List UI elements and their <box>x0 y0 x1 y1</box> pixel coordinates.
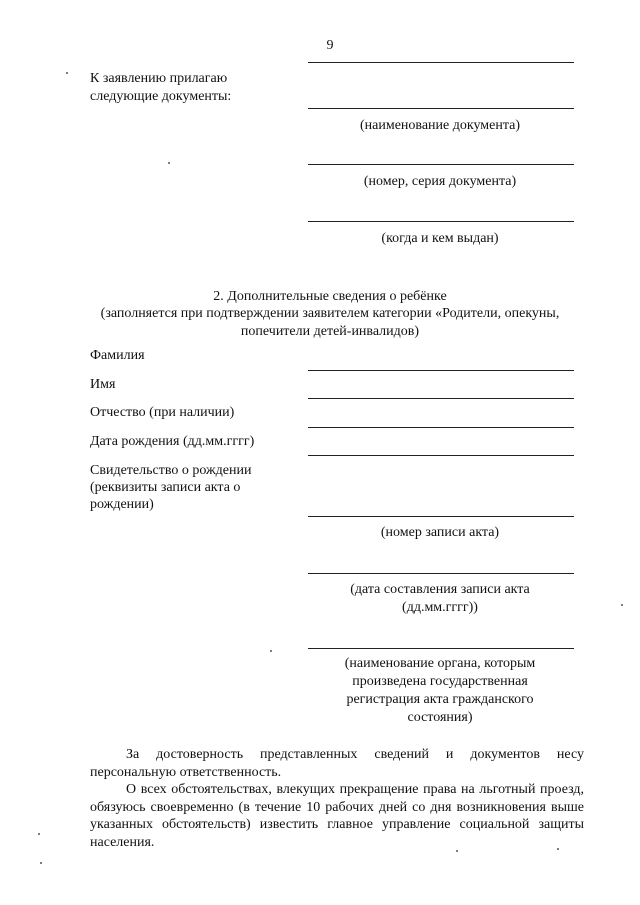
obligation-paragraph: О всех обстоятельствах, влекущих прекращение права на льготный проезд, обязуюсь своевременно (в течение 10 рабочих дней со дня возникновения выше указанных обстоятельств) известить главное управление социальной защиты населения. <box>90 782 584 850</box>
section-title: 2. Дополнительные сведения о ребёнке <box>213 289 447 304</box>
birthdate-line <box>308 455 574 456</box>
document-number-line <box>308 164 574 165</box>
name-line <box>308 398 574 399</box>
record-date-caption: (дата составления записи акта (дд.мм.гггг)) <box>350 582 530 615</box>
authority-line <box>308 648 574 649</box>
name-label: Имя <box>90 377 116 392</box>
issued-by-line <box>308 221 574 222</box>
scan-speck <box>38 833 40 835</box>
patronymic-label: Отчество (при наличии) <box>90 405 235 420</box>
section-subtitle: (заполняется при подтверждении заявителем категории «Родители, опекуны, попечители детей-инвалидов) <box>100 306 560 339</box>
surname-label: Фамилия <box>90 348 145 363</box>
document-number-caption: (номер, серия документа) <box>363 174 517 189</box>
document-name-line <box>308 108 574 109</box>
scan-speck <box>557 848 559 850</box>
record-number-line <box>308 516 574 517</box>
authority-caption: (наименование органа, которым произведена государственная регистрация акта гражданского состояния) <box>344 656 536 725</box>
scan-speck <box>270 650 272 652</box>
attachments-intro: К заявлению прилагаю следующие документы: <box>90 71 232 104</box>
issued-by-caption: (когда и кем выдан) <box>381 231 499 246</box>
patronymic-line <box>308 427 574 428</box>
page-number: 9 <box>326 38 334 53</box>
birth-certificate-label: Свидетельство о рождении (реквизиты записи акта о рождении) <box>90 463 252 512</box>
scan-speck <box>621 604 623 606</box>
document-name-caption: (наименование документа) <box>359 118 521 133</box>
record-number-caption: (номер записи акта) <box>380 525 500 540</box>
surname-line <box>308 370 574 371</box>
attachment-blank-line <box>308 62 574 63</box>
scan-speck <box>456 850 458 852</box>
scan-speck <box>40 862 42 864</box>
record-date-line <box>308 573 574 574</box>
scan-speck <box>168 162 170 164</box>
birthdate-label: Дата рождения (дд.мм.гггг) <box>90 434 255 449</box>
responsibility-paragraph: За достоверность представленных сведений и документов несу персональную ответственность. <box>90 747 584 780</box>
scan-speck <box>66 72 68 74</box>
